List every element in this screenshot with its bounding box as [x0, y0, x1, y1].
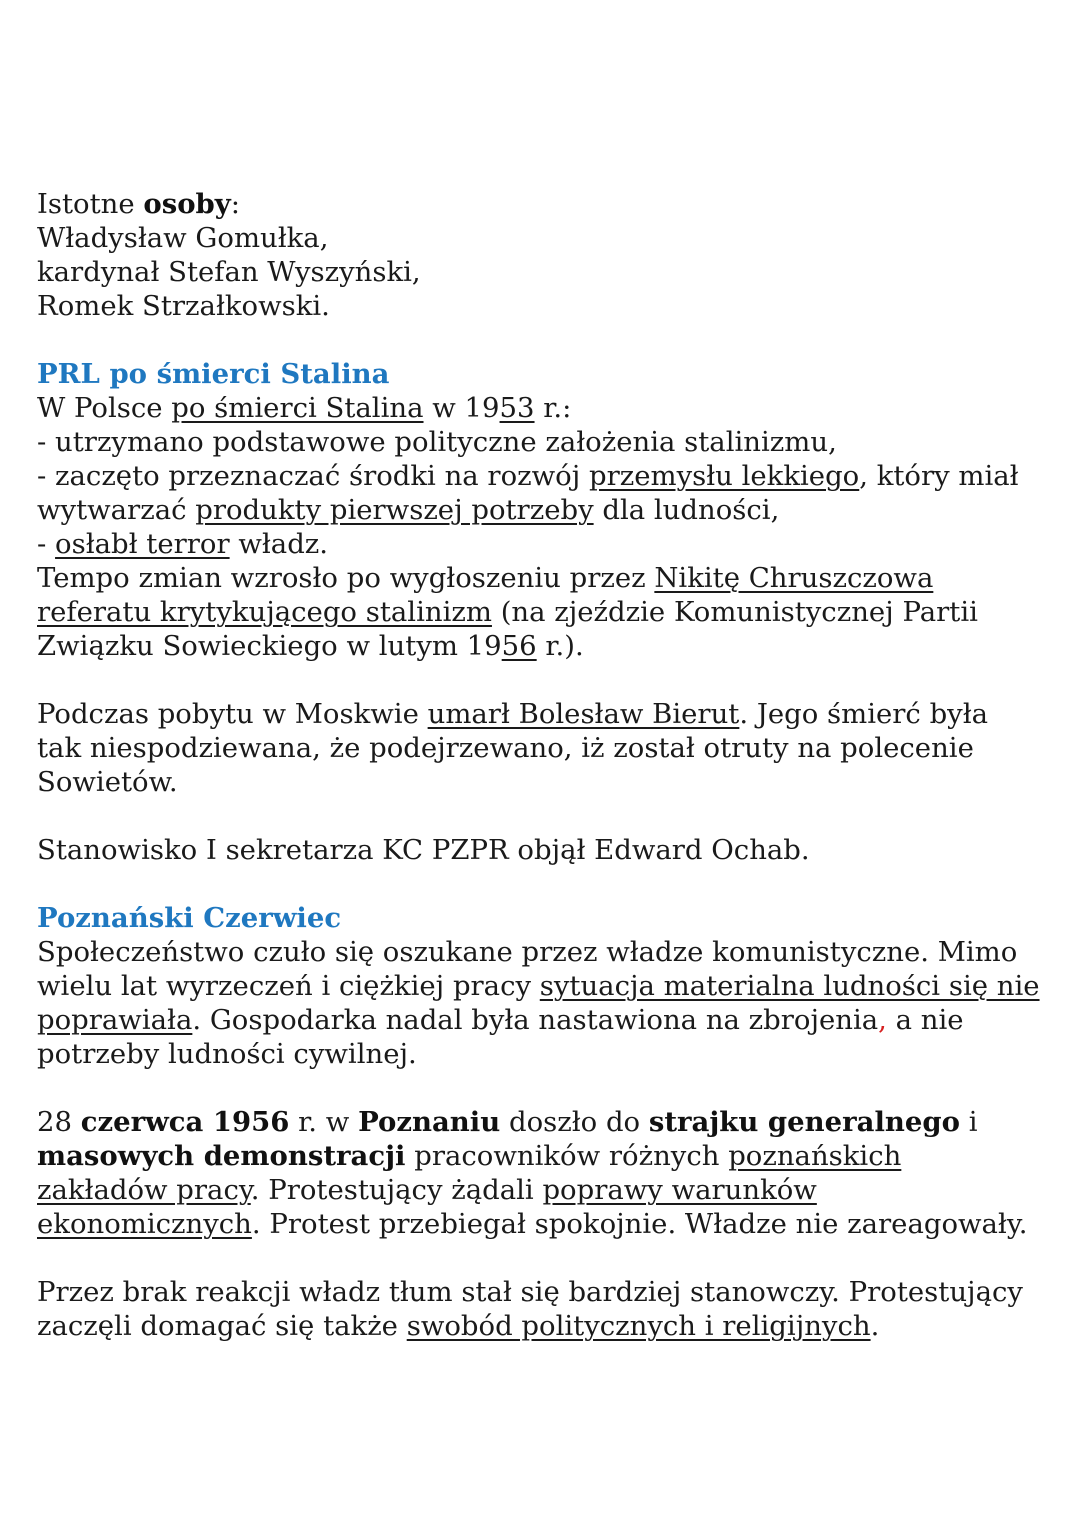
- bullet-stalinism-kept: - utrzymano podstawowe polityczne założenia stalinizmu,: [37, 426, 837, 458]
- key-people-label: Istotne osoby:: [37, 188, 241, 220]
- paragraph-bierut-death: Podczas pobytu w Moskwie umarł Bolesław Bierut. Jego śmierć była tak niespodziewana, że podejrzewano, iż został otruty na polecenie Sowietów.: [37, 698, 989, 798]
- bullet-terror-weakened: - osłabł terror władz.: [37, 528, 329, 560]
- paragraph-after-stalin-intro: W Polsce po śmierci Stalina w 1953 r.:: [37, 392, 572, 424]
- paragraph-society-deceived: Społeczeństwo czuło się oszukane przez władze komunistyczne. Mimo wielu lat wyrzeczeń i ciężkiej pracy sytuacja materialna ludności się nie poprawiała. Gospodarka nadal była nastawiona na zbrojenia, a nie potrzeby ludności cywilnej.: [37, 936, 1040, 1070]
- paragraph-strike-june-1956: 28 czerwca 1956 r. w Poznaniu doszło do strajku generalnego i masowych demonstracji pracowników różnych poznańskich zakładów pracy. Protestujący żądali poprawy warunków ekonomicznych. Protest przebiegał spokojnie. Władze nie zareagowały.: [37, 1106, 1028, 1240]
- paragraph-crowd-demands: Przez brak reakcji władz tłum stał się bardziej stanowczy. Protestujący zaczęli domagać się także swobód politycznych i religijnych.: [37, 1276, 1023, 1342]
- bullet-light-industry: - zaczęto przeznaczać środki na rozwój przemysłu lekkiego, który miał wytwarzać produkty pierwszej potrzeby dla ludności,: [37, 460, 1019, 526]
- person-wyszynski: kardynał Stefan Wyszyński,: [37, 256, 421, 288]
- key-people-label-bold: osoby: [143, 188, 231, 220]
- section-heading-poznan-june: Poznański Czerwiec: [37, 902, 342, 934]
- paragraph-ochab: Stanowisko I sekretarza KC PZPR objął Edward Ochab.: [37, 834, 810, 866]
- section-heading-prl-after-stalin: PRL po śmierci Stalina: [37, 358, 390, 390]
- person-strzalkowski: Romek Strzałkowski.: [37, 290, 330, 322]
- person-gomulka: Władysław Gomułka,: [37, 222, 329, 254]
- paragraph-khrushchev-speech: Tempo zmian wzrosło po wygłoszeniu przez Nikitę Chruszczowa referatu krytykującego stalinizm (na zjeździe Komunistycznej Partii Związku Sowieckiego w lutym 1956 r.).: [37, 562, 978, 662]
